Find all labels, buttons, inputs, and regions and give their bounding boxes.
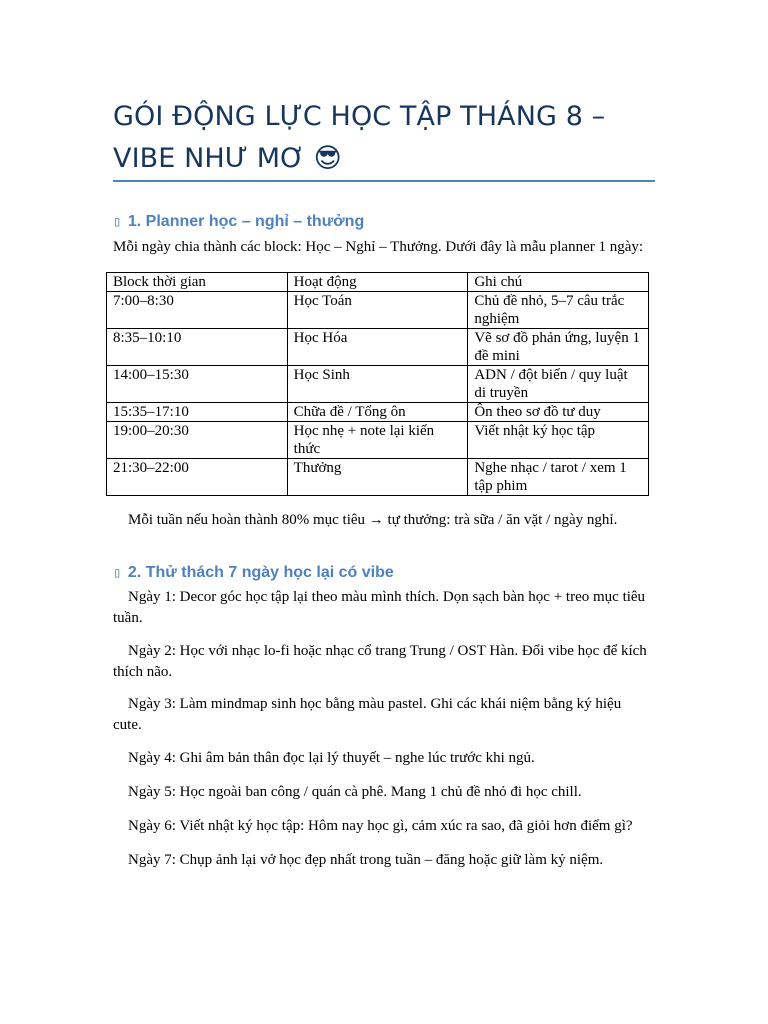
table-cell-activity: Học Sinh (287, 366, 468, 403)
challenge-day: Ngày 7: Chụp ảnh lại vở học đẹp nhất trong tuần – đăng hoặc giữ làm kỷ niệm. (128, 852, 604, 868)
title-underline (113, 180, 655, 182)
table-row (107, 459, 649, 496)
table-header-cell: Ghi chú (468, 273, 649, 292)
table-cell-time: 15:35–17:10 (107, 403, 288, 422)
table-header-row (107, 273, 649, 292)
table-header-cell: Block thời gian (107, 273, 288, 292)
table-cell-time: 14:00–15:30 (107, 366, 288, 403)
table-cell-time: 7:00–8:30 (107, 292, 288, 329)
table-cell-note: Nghe nhạc / tarot / xem 1 tập phim (468, 459, 649, 496)
table-cell-activity: Học Toán (287, 292, 468, 329)
table-row (107, 366, 649, 403)
challenge-day: Ngày 2: Học với nhạc lo-fi hoặc nhạc cổ trang Trung / OST Hàn. Đổi vibe học để kích thích não. (113, 643, 647, 680)
table-cell-activity: Học Hóa (287, 329, 468, 366)
planner-table (106, 272, 649, 496)
challenge-day: Ngày 4: Ghi âm bản thân đọc lại lý thuyết – nghe lúc trước khi ngủ. (128, 750, 535, 766)
table-row (107, 292, 649, 329)
table-cell-note: Chủ đề nhỏ, 5–7 câu trắc nghiệm (468, 292, 649, 329)
table-row (107, 422, 649, 459)
table-header-cell: Hoạt động (287, 273, 468, 292)
table-cell-time: 19:00–20:30 (107, 422, 288, 459)
table-cell-time: 8:35–10:10 (107, 329, 288, 366)
challenge-day: Ngày 5: Học ngoài ban công / quán cà phê. Mang 1 chủ đề nhỏ đi học chill. (128, 784, 582, 800)
section-2-heading (113, 564, 394, 582)
section-1-heading (113, 213, 364, 231)
challenge-day: Ngày 1: Decor góc học tập lại theo màu mình thích. Dọn sạch bàn học + treo mục tiêu tuần. (113, 589, 646, 626)
table-cell-activity: Thưởng (287, 459, 468, 496)
table-cell-time: 21:30–22:00 (107, 459, 288, 496)
section-1-heading-text: 1. Planner học – nghỉ – thưởng (127, 213, 365, 230)
table-cell-note: Viết nhật ký học tập (468, 422, 649, 459)
section-1-intro: Mỗi ngày chia thành các block: Học – Nghỉ – Thưởng. Dưới đây là mẫu planner 1 ngày: (113, 239, 644, 255)
missing-glyph-icon: ▯ (113, 214, 122, 230)
challenge-day: Ngày 6: Viết nhật ký học tập: Hôm nay học gì, cảm xúc ra sao, đã giỏi hơn điểm gì? (128, 818, 633, 834)
section-2-heading-text: 2. Thử thách 7 ngày học lại có vibe (127, 564, 394, 581)
table-row (107, 329, 649, 366)
table-cell-note: Vẽ sơ đồ phản ứng, luyện 1 đề mini (468, 329, 649, 366)
table-cell-note: Ôn theo sơ đồ tư duy (468, 403, 649, 422)
table-cell-note: ADN / đột biến / quy luật di truyền (468, 366, 649, 403)
table-cell-activity: Chữa đề / Tổng ôn (287, 403, 468, 422)
table-cell-activity: Học nhẹ + note lại kiến thức (287, 422, 468, 459)
challenge-day: Ngày 3: Làm mindmap sinh học bằng màu pastel. Ghi các khái niệm bằng ký hiệu cute. (113, 696, 622, 733)
table-row (107, 403, 649, 422)
section-1-footer: Mỗi tuần nếu hoàn thành 80% mục tiêu → tự thưởng: trà sữa / ăn vặt / ngày nghỉ. (128, 512, 618, 528)
document-title: GÓI ĐỘNG LỰC HỌC TẬP THÁNG 8 – VIBE NHƯ MƠ 😎 (113, 101, 606, 174)
missing-glyph-icon: ▯ (113, 565, 122, 581)
